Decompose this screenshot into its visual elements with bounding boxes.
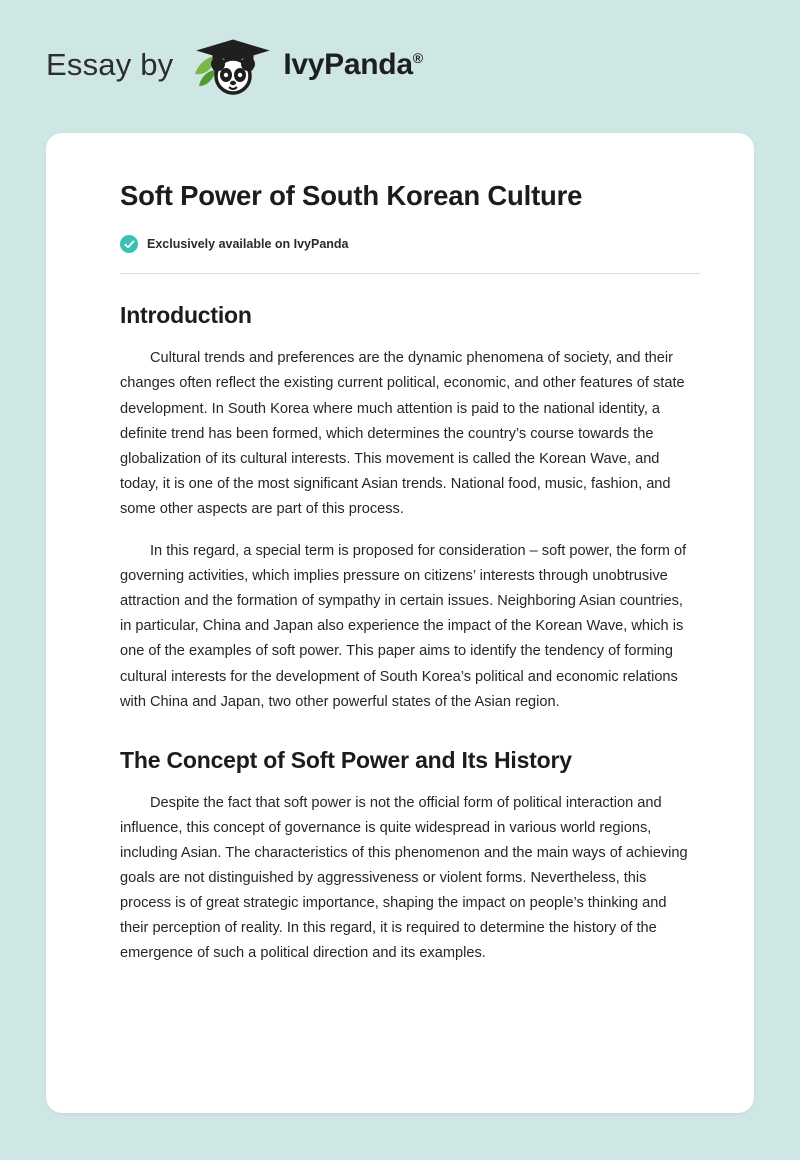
essay-by-label: Essay by	[46, 47, 174, 82]
panda-graduate-logo-icon	[189, 34, 281, 96]
title-divider	[120, 273, 700, 274]
brand-name	[283, 48, 422, 82]
paragraph: Despite the fact that soft power is not the official form of political interaction and influence, this concept of governance is quite widespread in various world regions, including Asian. The characteristics of this phenomenon and the main ways of achieving goals are not distinguished by aggressiveness or violent forms. Nevertheless, this process is of great strategic importance, shaping the impact on people’s thinking and their perception of reality. In this regard, it is required to determine the history of the emergence of such a political direction and its examples.	[120, 794, 688, 962]
brand-logo[interactable]	[189, 34, 422, 96]
brand-registered-mark: ®	[412, 50, 423, 66]
brand-header	[0, 0, 800, 88]
page-title: Soft Power of South Korean Culture	[120, 180, 583, 211]
section-heading-introduction: Introduction	[120, 302, 252, 329]
brand-name-text: IvyPanda	[283, 48, 413, 81]
exclusive-label: Exclusively available on IvyPanda	[147, 237, 349, 252]
paragraph: Cultural trends and preferences are the dynamic phenomena of society, and their changes often reflect the existing current political, economic, and other features of state development. In South Korea where much attention is paid to the national identity, a definite trend has been formed, which determines the country’s course towards the globalization of its cultural interests. This movement is called the Korean Wave, and today, it is one of the most significant Asian trends. National food, music, fashion, and some other aspects are part of this process.	[120, 350, 685, 517]
document-sheet	[46, 133, 754, 1113]
paragraph: In this regard, a special term is proposed for consideration – soft power, the form of governing activities, which implies pressure on citizens’ interests through unobtrusive attraction and the formation of sympathy in certain issues. Neighboring Asian countries, in particular, China and Japan also experience the impact of the Korean Wave, which is one of the examples of soft power. This paper aims to identify the tendency of forming cultural interests for the development of South Korea’s political and economic relations with China and Japan, two other powerful states of the Asian region.	[120, 543, 687, 710]
check-circle-icon	[120, 235, 138, 253]
section-heading-concept-of-soft-power: The Concept of Soft Power and Its History	[120, 746, 572, 773]
status-badge	[120, 235, 722, 253]
